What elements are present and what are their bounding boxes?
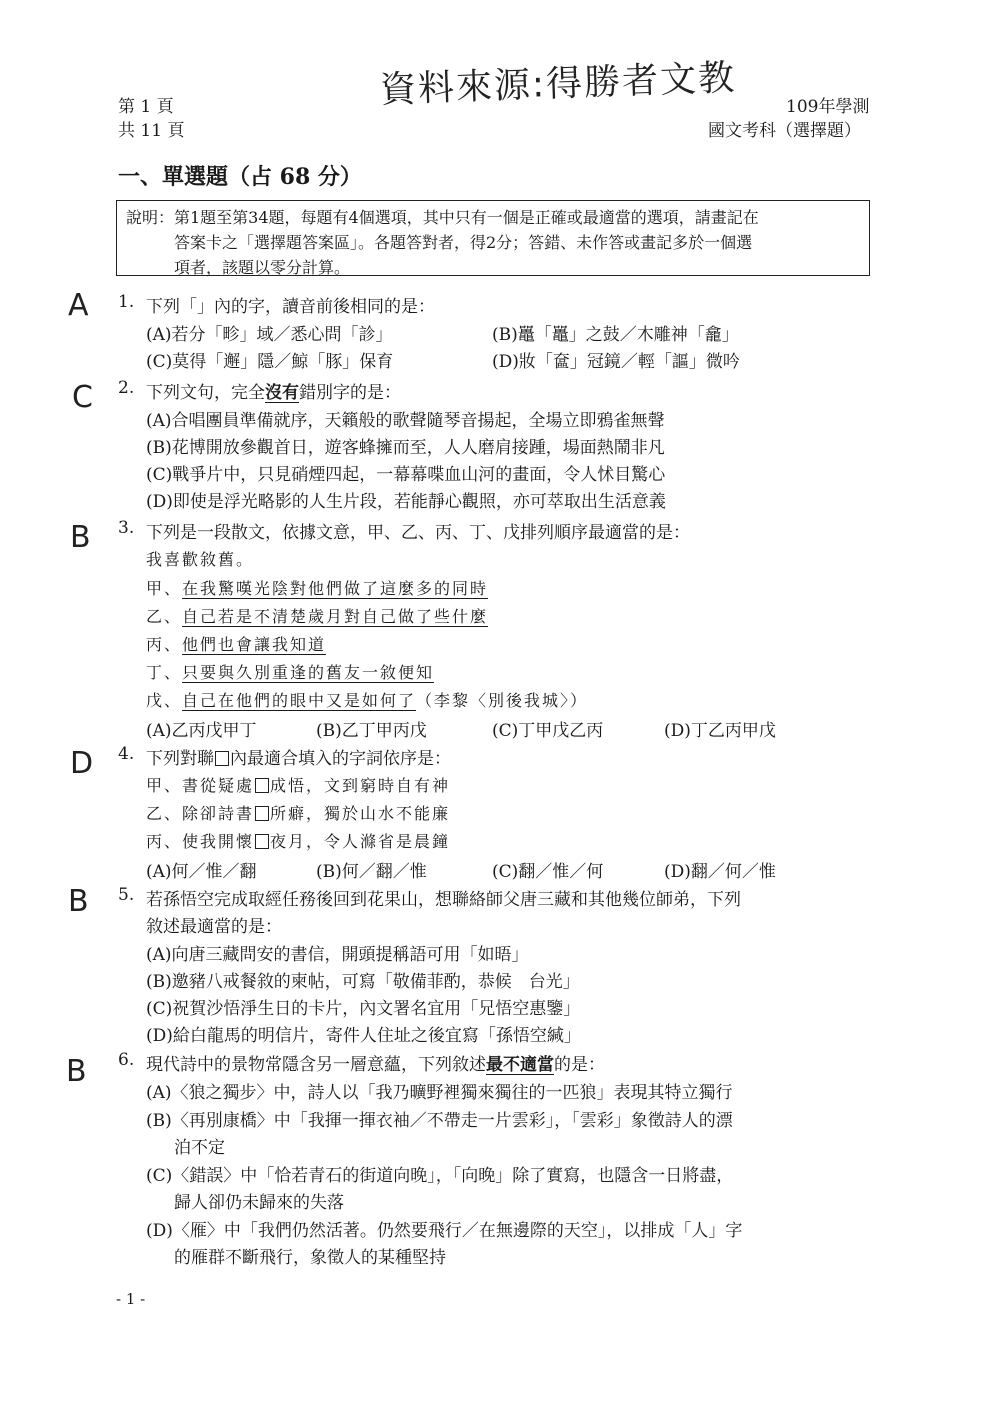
passage-source: （李黎〈別後我城〉） <box>416 691 589 710</box>
option-a: (A)乙丙戊甲丁 <box>146 721 257 741</box>
answer-mark: B <box>66 1054 87 1089</box>
emphasis-text: 最不適當 <box>486 1055 554 1075</box>
option-b: (B)乙丁甲丙戊 <box>316 721 427 741</box>
option-b: (B)邀豬八戒餐敘的柬帖，可寫「敬備菲酌，恭候 台光」 <box>146 972 580 992</box>
question-stem: 下列是一段散文，依據文意，甲、乙、丙、丁、戊排列順序最適當的是： <box>146 523 690 543</box>
page-number: - 1 - <box>116 1290 146 1308</box>
blank-box-icon <box>255 834 269 849</box>
option-d: (D)給白龍馬的明信片，寄件人住址之後宜寫「孫悟空緘」 <box>146 1026 581 1046</box>
passage-line <box>146 688 588 711</box>
option-c-cont: 歸人卻仍未歸來的失落 <box>174 1193 344 1213</box>
handwritten-source-title: 資料來源:得勝者文教 <box>379 57 737 111</box>
couplet-text: 使我開懷 <box>182 832 255 851</box>
instruction-line: 項者，該題以零分計算。 <box>174 258 351 277</box>
option-c: (C)丁甲戊乙丙 <box>492 721 604 741</box>
instruction-line: 說明：第1題至第34題，每題有4個選項，其中只有一個是正確或最適當的選項，請畫記在 <box>126 208 759 227</box>
option-b-cont: 泊不定 <box>174 1138 225 1158</box>
line-label: 乙、 <box>146 607 183 626</box>
option-c: (C)〈錯誤〉中「恰若青石的街道向晚」，「向晚」除了實寫，也隱含一日將盡， <box>146 1166 734 1186</box>
option-c: (C)翻／惟／何 <box>492 862 604 882</box>
option-a: (A)〈狼之獨步〉中，詩人以「我乃曠野裡獨來獨往的一匹狼」表現其特立獨行 <box>146 1083 733 1103</box>
line-label: 丙、 <box>146 832 183 851</box>
question-number: 3. <box>118 518 135 538</box>
option-d-cont: 的雁群不斷飛行，象徵人的某種堅持 <box>174 1248 446 1268</box>
question-stem: 若孫悟空完成取經任務後回到花果山，想聯絡師父唐三藏和其他幾位師弟，下列 <box>146 890 741 910</box>
couplet-line <box>146 829 450 852</box>
line-text: 自己若是不清楚歲月對自己做了些什麼 <box>182 607 489 626</box>
stem-text: 現代詩中的景物常隱含另一層意蘊，下列敘述 <box>146 1055 486 1075</box>
emphasis-text: 沒有 <box>265 383 299 403</box>
option-c: (C)祝賀沙悟淨生日的卡片，內文署名宜用「兄悟空惠鑒」 <box>146 999 581 1019</box>
option-a: (A)向唐三藏問安的書信，開頭提稱語可用「如晤」 <box>146 945 529 965</box>
option-b: (B)〈再別康橋〉中「我揮一揮衣袖／不帶走一片雲彩」，「雲彩」象徵詩人的漂 <box>146 1111 733 1131</box>
blank-box-icon <box>215 751 229 766</box>
passage-line <box>146 604 488 627</box>
instruction-line: 答案卡之「選擇題答案區」。各題答對者，得2分；答錯、未作答或畫記多於一個選 <box>174 233 753 252</box>
option-b: (B)何／翻／惟 <box>316 862 427 882</box>
stem-text: 的是： <box>554 1055 605 1075</box>
blank-box-icon <box>255 778 269 793</box>
passage-line <box>146 660 434 683</box>
question-stem <box>146 378 401 403</box>
option-c: (C)莫得「邂」隱／鯨「豚」保育 <box>146 352 394 372</box>
question-stem: 下列「」內的字，讀音前後相同的是： <box>146 297 435 317</box>
page-indicator: 第 1 頁 <box>118 97 174 117</box>
total-pages: 共 11 頁 <box>118 121 185 141</box>
passage-line <box>146 632 326 655</box>
question-number: 5. <box>118 885 135 905</box>
line-label: 乙、 <box>146 804 183 823</box>
option-d: (D)即使是浮光略影的人生片段，若能靜心觀照，亦可萃取出生活意義 <box>146 492 666 512</box>
exam-year: 109年學測 <box>786 97 870 117</box>
couplet-text: 夜月，令人滌省是晨鐘 <box>270 832 451 851</box>
option-d: (D)翻／何／惟 <box>664 862 776 882</box>
question-number: 2. <box>118 378 135 398</box>
option-d: (D)丁乙丙甲戊 <box>664 721 776 741</box>
line-label: 甲、 <box>146 579 183 598</box>
line-label: 戊、 <box>146 691 183 710</box>
stem-text: 下列文句，完全 <box>146 383 265 403</box>
line-text: 在我驚嘆光陰對他們做了這麼多的同時 <box>182 579 489 598</box>
question-stem <box>146 744 451 769</box>
couplet-text: 除卻詩書 <box>182 804 255 823</box>
line-label: 甲、 <box>146 776 183 795</box>
stem-text: 下列對聯 <box>146 749 214 769</box>
answer-mark: C <box>72 380 93 415</box>
stem-text: 錯別字的是： <box>299 383 401 403</box>
option-c: (C)戰爭片中，只見硝煙四起，一幕幕喋血山河的畫面，令人怵目驚心 <box>146 465 666 485</box>
stem-text: 內最適合填入的字詞依序是： <box>230 749 451 769</box>
question-number: 1. <box>118 292 135 312</box>
couplet-text: 所癖，獨於山水不能廉 <box>270 804 451 823</box>
answer-mark: B <box>70 520 91 555</box>
question-stem-cont: 敘述最適當的是： <box>146 917 282 937</box>
couplet-text: 書從疑處 <box>182 776 255 795</box>
exam-subject: 國文考科（選擇題） <box>708 121 861 141</box>
couplet-line <box>146 773 450 796</box>
answer-mark: B <box>68 884 89 919</box>
question-number: 4. <box>118 744 135 764</box>
answer-mark: A <box>68 288 89 323</box>
line-text: 他們也會讓我知道 <box>182 635 327 654</box>
option-a: (A)何／惟／翻 <box>146 862 257 882</box>
couplet-line <box>146 801 450 824</box>
line-text: 自己在他們的眼中又是如何了 <box>182 691 417 710</box>
option-a: (A)合唱團員準備就序，天籟般的歌聲隨琴音揚起，全場立即鴉雀無聲 <box>146 411 665 431</box>
question-stem <box>146 1050 605 1075</box>
line-label: 丁、 <box>146 663 183 682</box>
option-d: (D)妝「奩」冠鏡／輕「謳」微吟 <box>492 352 740 372</box>
answer-mark: D <box>70 746 94 781</box>
passage-intro: 我喜歡敘舊。 <box>146 550 255 569</box>
blank-box-icon <box>255 806 269 821</box>
option-b: (B)鼉「鼉」之鼓／木雕神「龕」 <box>492 325 739 345</box>
question-number: 6. <box>118 1050 135 1070</box>
option-b: (B)花博開放參觀首日，遊客蜂擁而至，人人磨肩接踵，場面熱鬧非凡 <box>146 438 665 458</box>
passage-line <box>146 576 488 599</box>
option-a: (A)若分「畛」域／悉心問「診」 <box>146 325 393 345</box>
line-text: 只要與久別重逢的舊友一敘便知 <box>182 663 435 682</box>
couplet-text: 成悟，文到窮時自有神 <box>270 776 451 795</box>
section-title: 一、單選題（占 68 分） <box>118 164 362 190</box>
option-d: (D)〈雁〉中「我們仍然活著。仍然要飛行／在無邊際的天空」，以排成「人」字 <box>146 1221 743 1241</box>
line-label: 丙、 <box>146 635 183 654</box>
